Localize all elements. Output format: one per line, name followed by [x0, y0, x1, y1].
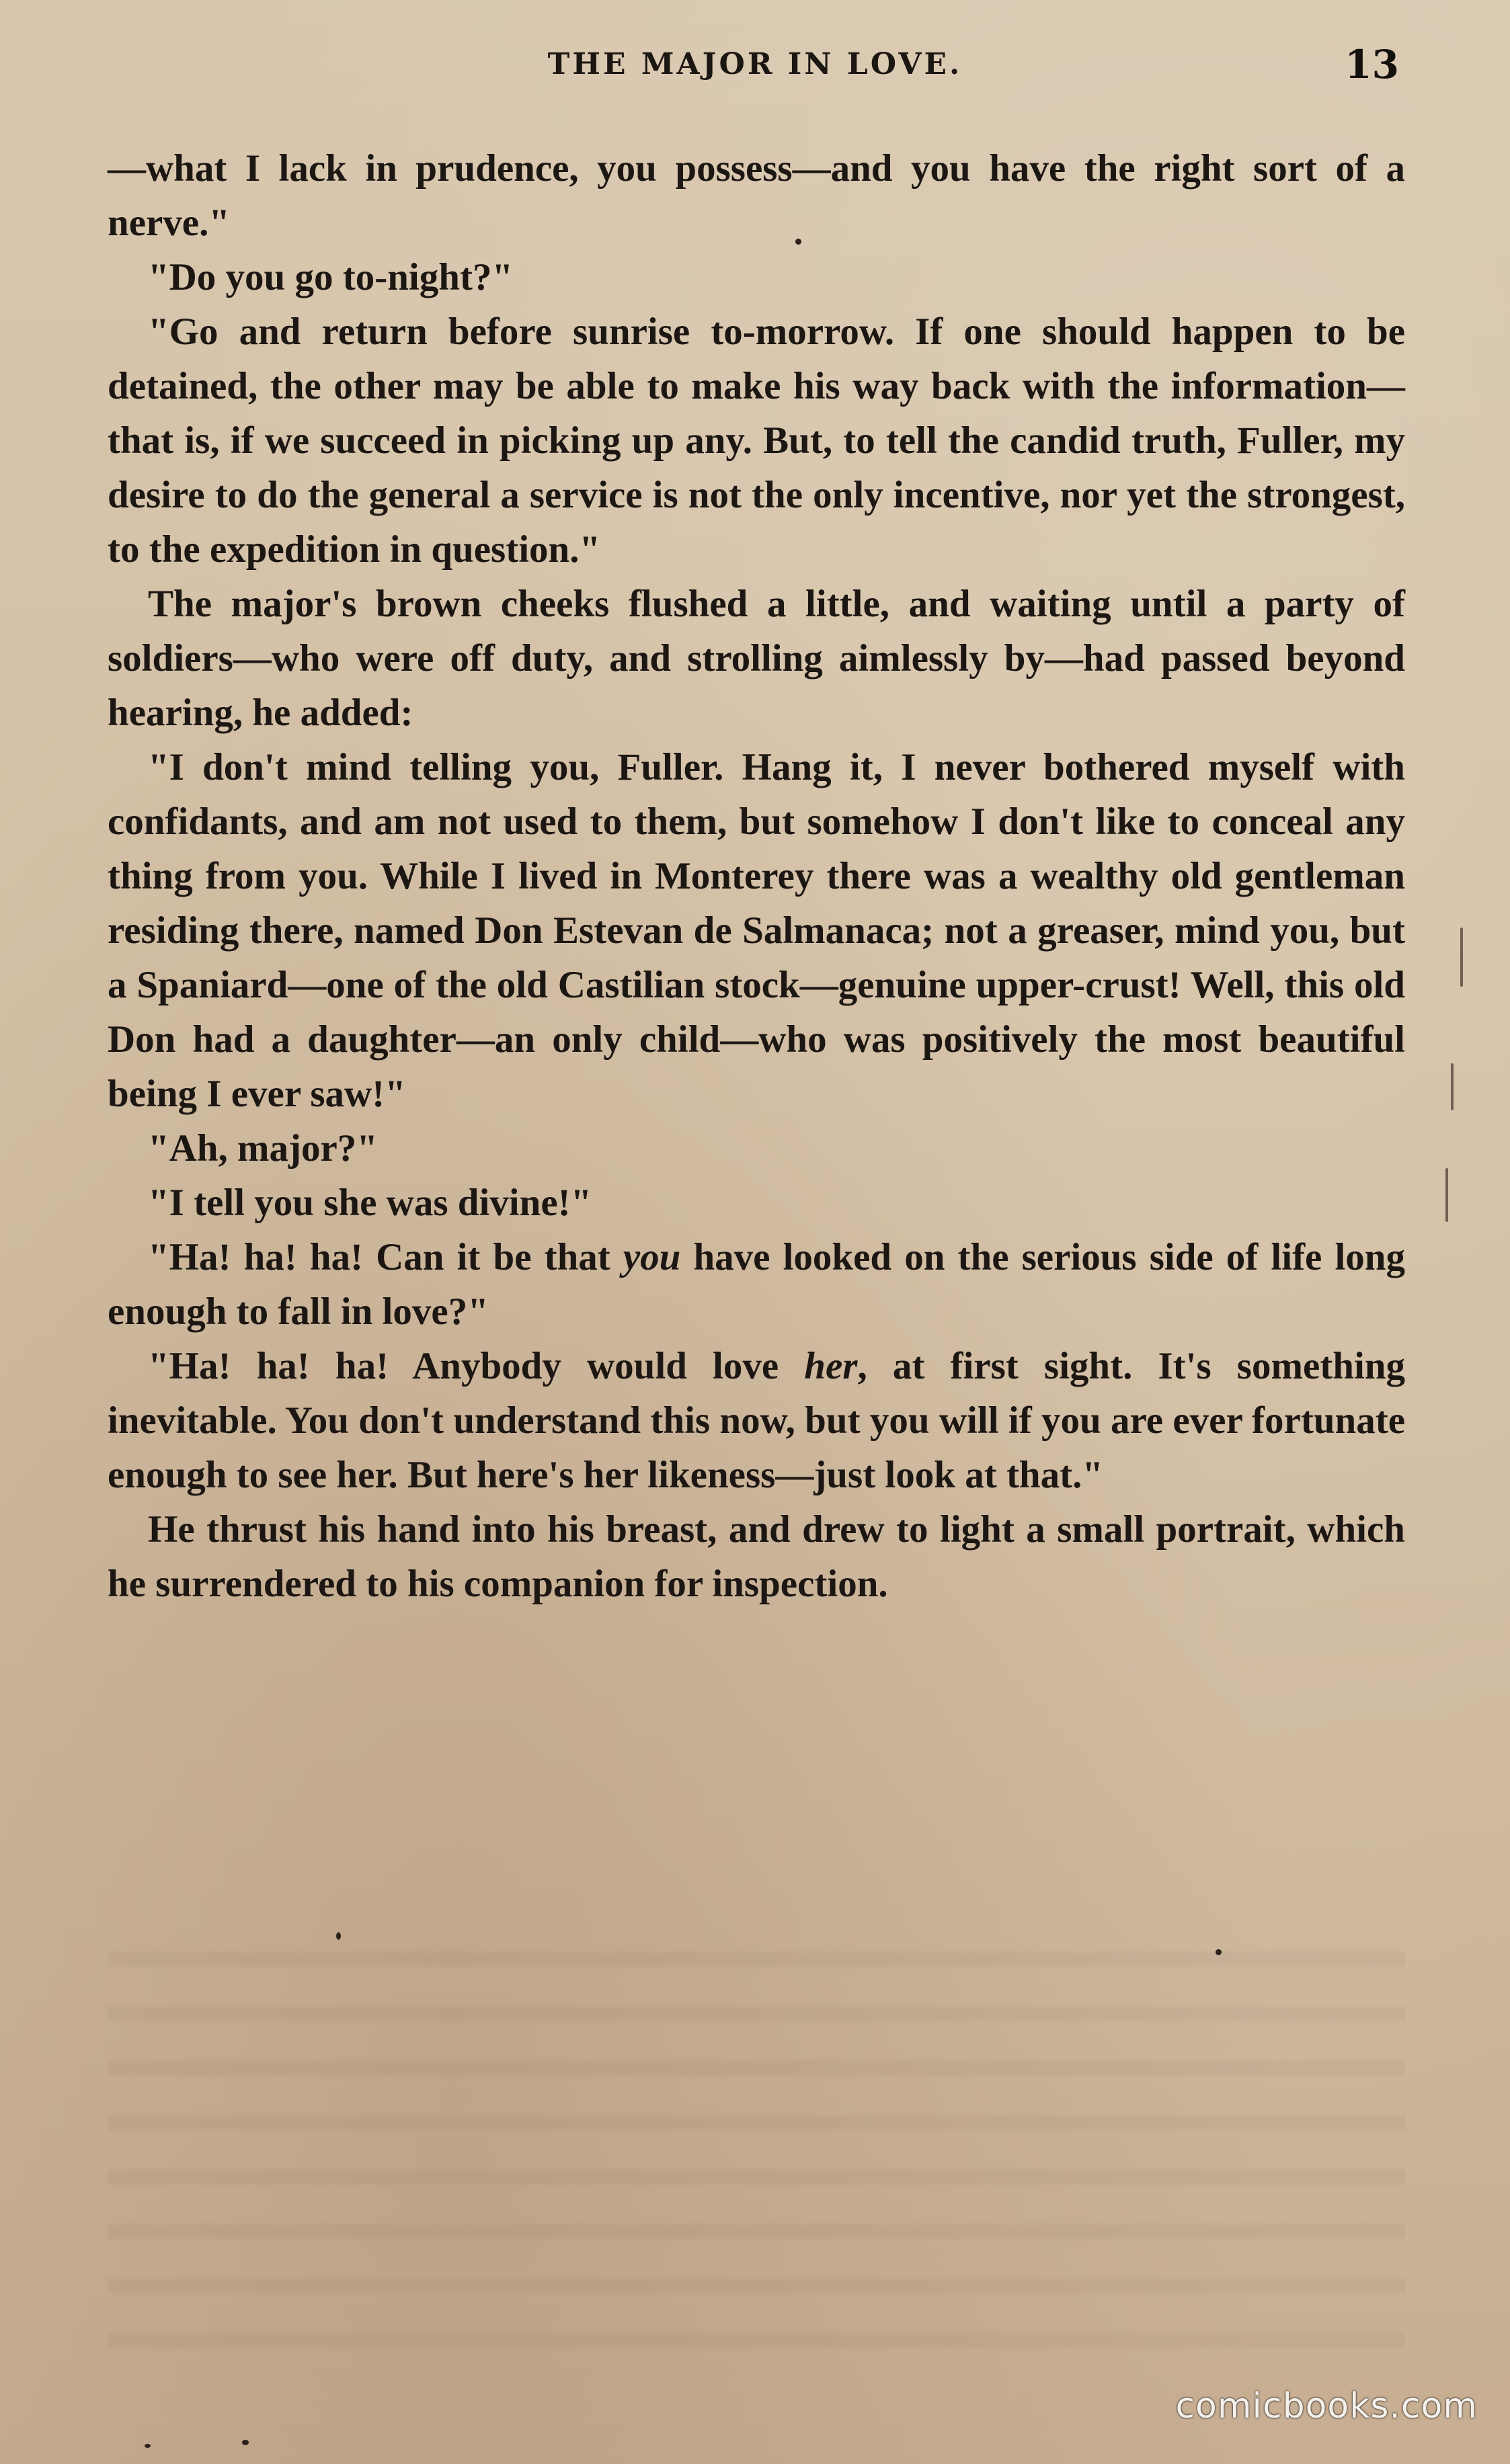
paragraph: "Do you go to-night?": [148, 256, 514, 298]
watermark: comicbooks.com: [1175, 2386, 1478, 2426]
paragraph: "Go and return before sunrise to-morrow. If one should happen to be detained, the other may be able to make his way back with the information—that is, if we succeed in picking up any. But, to tell the candid truth, Fuller, my desire to do the general a service is not the only incentive, nor yet the strongest, to the expedition in question.": [108, 311, 1405, 571]
paragraph: "I tell you she was divine!": [148, 1182, 592, 1224]
text-run: "Ha! ha! ha! Anybody would love: [148, 1345, 805, 1387]
margin-mark: [1445, 1168, 1448, 1222]
margin-mark: [1460, 928, 1463, 987]
ink-speck: [242, 2440, 249, 2445]
paragraph: [108, 1339, 1405, 1502]
paragraph: [108, 1230, 1405, 1339]
margin-mark: [1451, 1063, 1454, 1110]
emphasis: her: [804, 1345, 858, 1387]
running-head: THE MAJOR IN LOVE.: [547, 47, 963, 81]
paragraph: —what I lack in prudence, you possess—and you have the right sort of a nerve.": [108, 147, 1405, 244]
ink-speck: [145, 2444, 151, 2448]
show-through-text: [108, 1922, 1405, 2379]
ink-speck: [336, 1932, 341, 1940]
paragraph: The major's brown cheeks flushed a little, and waiting until a party of soldiers—who were off duty, and strolling aimlessly by—had passed beyond hearing, he added:: [108, 583, 1405, 734]
text-run: , at first sight. It's something inevitable. You don't understand this now, but you will if you are ever fortunate enough to see her. But here's her likeness—just look at that.": [108, 1345, 1405, 1496]
ink-speck: [795, 239, 801, 245]
paragraph: "I don't mind telling you, Fuller. Hang it, I never bothered myself with confidants, and am not used to them, but somehow I don't like to conceal any thing from you. While I lived in Monterey there was a wealthy old gentleman residing there, named Don Estevan de Salmanaca; not a greaser, mind you, but a Spaniard—one of the old Castilian stock—genuine upper-crust! Well, this old Don had a daughter—an only child—who was positively the most beautiful being I ever saw!": [108, 746, 1405, 1115]
page-header: [0, 42, 1510, 89]
text-run: have looked on the serious side of life long enough to fall in love?": [108, 1236, 1405, 1333]
page-number: 13: [1345, 42, 1399, 87]
body-text: [108, 141, 1405, 1611]
paragraph: "Ah, major?": [148, 1127, 378, 1169]
ink-speck: [1216, 1949, 1222, 1955]
paragraph: He thrust his hand into his breast, and drew to light a small portrait, which he surrendered to his companion for inspection.: [108, 1508, 1405, 1605]
text-run: "Ha! ha! ha! Can it be that: [148, 1236, 623, 1278]
emphasis: you: [623, 1236, 681, 1278]
